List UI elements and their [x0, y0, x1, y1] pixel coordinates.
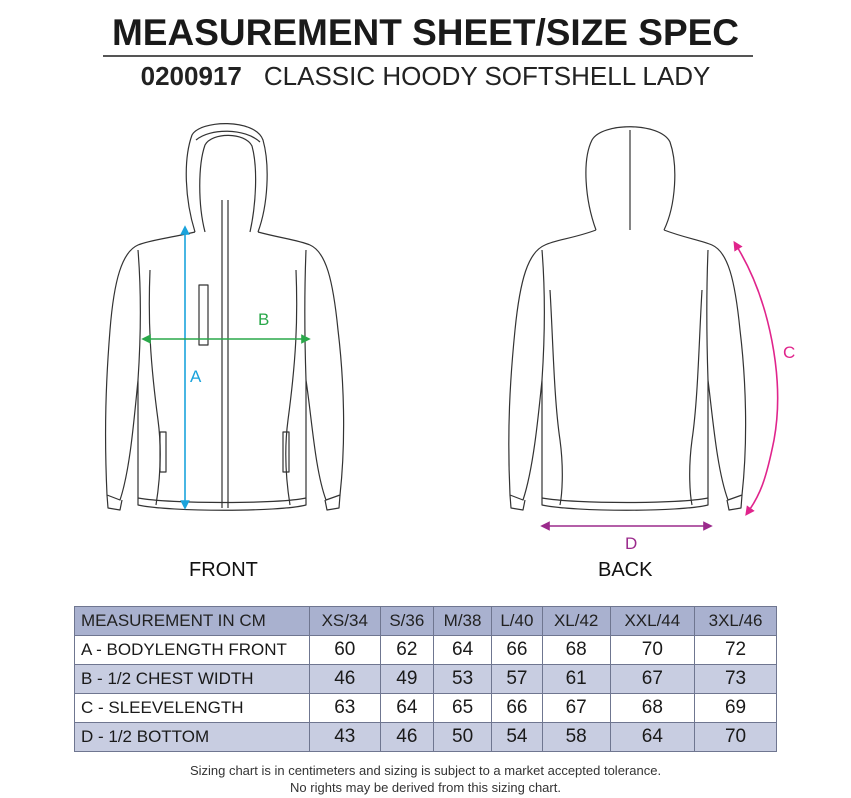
dimension-c-label: C: [783, 343, 796, 362]
back-view-label: BACK: [598, 559, 653, 581]
dimension-b-label: B: [258, 310, 270, 329]
table-row: [75, 694, 777, 723]
row-label: D - 1/2 BOTTOM: [75, 723, 310, 752]
size-header: XS/34: [310, 607, 381, 636]
size-header: XXL/44: [610, 607, 695, 636]
table-cell: 43: [310, 723, 381, 752]
size-header: M/38: [434, 607, 492, 636]
table-cell: 61: [542, 665, 610, 694]
table-cell: 53: [434, 665, 492, 694]
table-cell: 72: [695, 636, 777, 665]
dimension-c-arrow: [736, 245, 778, 512]
table-cell: 66: [491, 694, 542, 723]
table-cell: 66: [491, 636, 542, 665]
table-cell: 49: [380, 665, 434, 694]
table-cell: 70: [695, 723, 777, 752]
table-cell: 67: [542, 694, 610, 723]
table-cell: 69: [695, 694, 777, 723]
table-cell: 73: [695, 665, 777, 694]
footnote-line-1: Sizing chart is in centimeters and sizing is subject to a market accepted tolerance.: [189, 763, 662, 778]
front-jacket-drawing: [106, 124, 344, 511]
size-header: L/40: [491, 607, 542, 636]
table-cell: 70: [610, 636, 695, 665]
table-row: [75, 636, 777, 665]
table-cell: 60: [310, 636, 381, 665]
size-header: 3XL/46: [695, 607, 777, 636]
table-row: [75, 665, 777, 694]
size-header: S/36: [380, 607, 434, 636]
table-cell: 64: [380, 694, 434, 723]
measurement-header: MEASUREMENT IN CM: [75, 607, 310, 636]
front-view-label: FRONT: [189, 559, 258, 581]
table-cell: 63: [310, 694, 381, 723]
table-cell: 62: [380, 636, 434, 665]
table-cell: 54: [491, 723, 542, 752]
table-row: [75, 723, 777, 752]
table-cell: 67: [610, 665, 695, 694]
size-header: XL/42: [542, 607, 610, 636]
size-spec-table: [74, 606, 777, 752]
footnote-line-2: No rights may be derived from this sizing chart.: [290, 780, 561, 795]
dimension-d-label: D: [625, 534, 638, 553]
table-cell: 57: [491, 665, 542, 694]
table-cell: 68: [610, 694, 695, 723]
table-cell: 46: [310, 665, 381, 694]
table-cell: 46: [380, 723, 434, 752]
row-label: B - 1/2 CHEST WIDTH: [75, 665, 310, 694]
table-cell: 64: [434, 636, 492, 665]
product-name: CLASSIC HOODY SOFTSHELL LADY: [263, 61, 711, 91]
table-cell: 68: [542, 636, 610, 665]
row-label: C - SLEEVELENGTH: [75, 694, 310, 723]
table-cell: 64: [610, 723, 695, 752]
product-code: 0200917: [140, 61, 242, 91]
table-cell: 58: [542, 723, 610, 752]
back-jacket-drawing: [509, 127, 746, 511]
table-header-row: [75, 607, 777, 636]
table-cell: 65: [434, 694, 492, 723]
table-cell: 50: [434, 723, 492, 752]
sheet-title: MEASUREMENT SHEET/SIZE SPEC: [111, 12, 740, 53]
row-label: A - BODYLENGTH FRONT: [75, 636, 310, 665]
dimension-a-label: A: [190, 367, 202, 386]
